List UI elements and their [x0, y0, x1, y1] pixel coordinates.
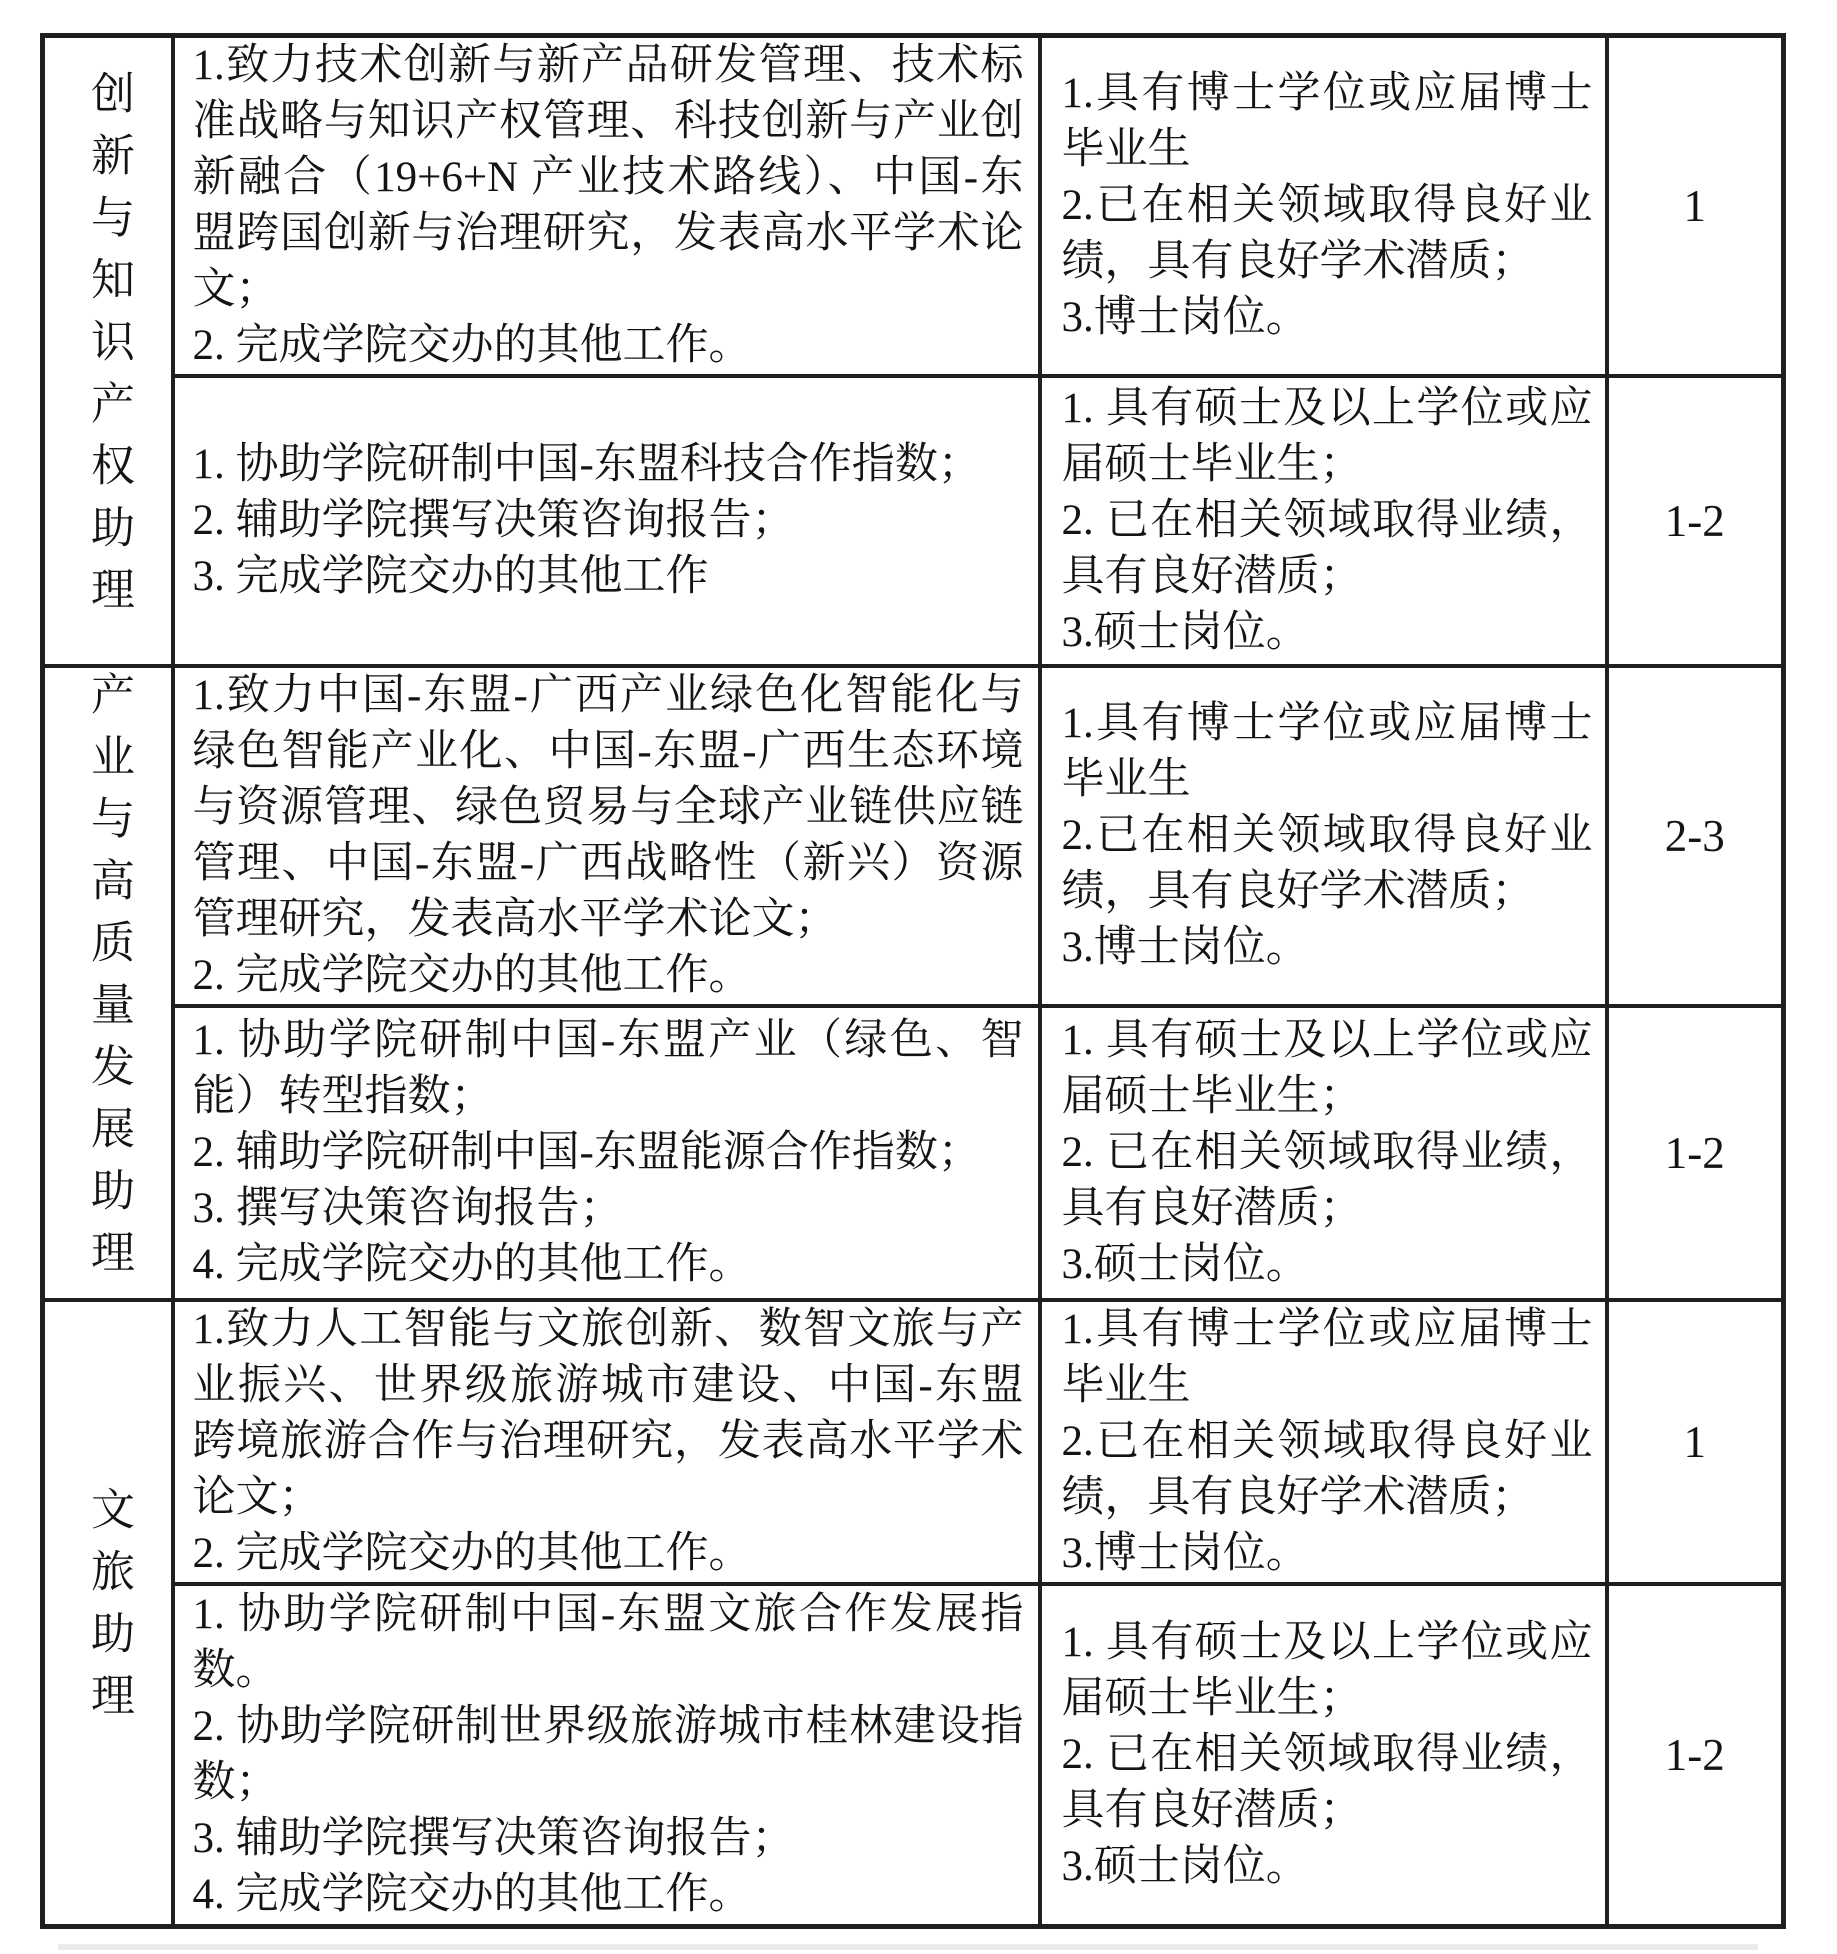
requirement-item: 3.硕士岗位。 [1061, 1241, 1309, 1288]
duty-item: 3. 完成学院交办的其他工作 [192, 553, 709, 600]
page-edge-artifact [58, 1944, 1758, 1950]
requirements-cell [1040, 1006, 1607, 1300]
table-body [43, 36, 1784, 1927]
requirements-cell [1040, 1300, 1607, 1584]
duties-cell [173, 1006, 1040, 1300]
table-row [43, 376, 1784, 666]
headcount-value: 1-2 [1664, 1128, 1725, 1178]
duty-item: 2. 完成学院交办的其他工作。 [192, 1530, 752, 1577]
headcount-value: 1-2 [1664, 496, 1725, 546]
duties-cell [173, 1300, 1040, 1584]
requirement-item: 1.具有博士学位或应届博士毕业生 [1061, 1306, 1593, 1409]
requirement-item: 1. 具有硕士及以上学位或应届硕士毕业生； [1061, 1618, 1593, 1722]
duty-item: 4. 完成学院交办的其他工作。 [192, 1241, 752, 1288]
duty-item: 3. 辅助学院撰写决策咨询报告； [192, 1814, 795, 1862]
requirement-item: 2. 已在相关领域取得业绩，具有良好潜质； [1061, 1730, 1593, 1834]
duty-item: 2. 辅助学院研制中国-东盟能源合作指数； [192, 1129, 981, 1176]
duties-cell [173, 666, 1040, 1006]
requirements-cell [1040, 1584, 1607, 1926]
headcount-cell [1607, 1300, 1784, 1584]
requirement-item: 1.具有博士学位或应届博士毕业生 [1061, 70, 1593, 173]
recruitment-table [40, 33, 1786, 1929]
duty-item: 2. 完成学院交办的其他工作。 [192, 322, 752, 369]
requirements-cell [1040, 376, 1607, 666]
duty-item: 2. 辅助学院撰写决策咨询报告； [192, 497, 795, 544]
requirement-item: 2.已在相关领域取得良好业绩，具有良好学术潜质； [1061, 1418, 1593, 1521]
table-row [43, 1584, 1784, 1926]
duty-item: 1. 协助学院研制中国-东盟科技合作指数； [192, 441, 981, 488]
requirement-item: 1. 具有硕士及以上学位或应届硕士毕业生； [1061, 1017, 1593, 1120]
requirement-item: 2. 已在相关领域取得业绩，具有良好潜质； [1061, 497, 1593, 600]
headcount-cell [1607, 1584, 1784, 1926]
requirement-item: 1. 具有硕士及以上学位或应届硕士毕业生； [1061, 385, 1593, 488]
headcount-cell [1607, 36, 1784, 377]
headcount-value: 1 [1683, 181, 1706, 231]
headcount-value: 1 [1683, 1417, 1706, 1467]
requirement-item: 3.博士岗位。 [1061, 924, 1309, 971]
requirements-cell [1040, 36, 1607, 377]
duty-item: 1.致力技术创新与新产品研发管理、技术标准战略与知识产权管理、科技创新与产业创新融合（19+6+N 产业技术路线）、中国-东盟跨国创新与治理研究，发表高水平学术论文； [192, 42, 1024, 313]
position-cell [43, 666, 173, 1300]
duties-cell [173, 1584, 1040, 1926]
table-row [43, 36, 1784, 377]
requirement-item: 2.已在相关领域取得良好业绩，具有良好学术潜质； [1061, 812, 1593, 915]
duty-item: 1. 协助学院研制中国-东盟文旅合作发展指数。 [192, 1590, 1024, 1694]
duty-item: 1.致力中国-东盟-广西产业绿色化智能化与绿色智能产业化、中国-东盟-广西生态环境与资源管理、绿色贸易与全球产业链供应链管理、中国-东盟-广西战略性（新兴）资源管理研究，发表高水平学术论文； [192, 672, 1024, 943]
requirement-item: 3.硕士岗位。 [1061, 1842, 1309, 1890]
table-row [43, 1006, 1784, 1300]
duty-item: 3. 撰写决策咨询报告； [192, 1185, 623, 1232]
requirement-item: 1.具有博士学位或应届博士毕业生 [1061, 700, 1593, 803]
headcount-cell [1607, 1006, 1784, 1300]
table-row [43, 666, 1784, 1006]
position-label: 产业与高质量发展助理 [83, 670, 133, 1291]
duty-item: 2. 完成学院交办的其他工作。 [192, 952, 752, 999]
duty-item: 2. 协助学院研制世界级旅游城市桂林建设指数； [192, 1702, 1024, 1806]
headcount-cell [1607, 666, 1784, 1006]
requirement-item: 3.博士岗位。 [1061, 1530, 1309, 1577]
position-cell [43, 1300, 173, 1926]
requirements-cell [1040, 666, 1607, 1006]
duty-item: 4. 完成学院交办的其他工作。 [192, 1870, 752, 1918]
duty-item: 1.致力人工智能与文旅创新、数智文旅与产业振兴、世界级旅游城市建设、中国-东盟跨境旅游合作与治理研究，发表高水平学术论文； [192, 1306, 1024, 1521]
requirement-item: 3.博士岗位。 [1061, 294, 1309, 341]
requirement-item: 2. 已在相关领域取得业绩，具有良好潜质； [1061, 1129, 1593, 1232]
position-label: 文旅助理 [83, 1486, 133, 1735]
requirement-item: 3.硕士岗位。 [1061, 609, 1309, 656]
headcount-value: 2-3 [1664, 811, 1725, 861]
duties-cell [173, 376, 1040, 666]
headcount-cell [1607, 376, 1784, 666]
duty-item: 1. 协助学院研制中国-东盟产业（绿色、智能）转型指数； [192, 1017, 1024, 1120]
requirement-item: 2.已在相关领域取得良好业绩，具有良好学术潜质； [1061, 182, 1593, 285]
headcount-value: 1-2 [1664, 1729, 1725, 1780]
duties-cell [173, 36, 1040, 377]
table-row [43, 1300, 1784, 1584]
position-cell [43, 36, 173, 667]
position-label: 创新与知识产权助理 [83, 69, 133, 628]
